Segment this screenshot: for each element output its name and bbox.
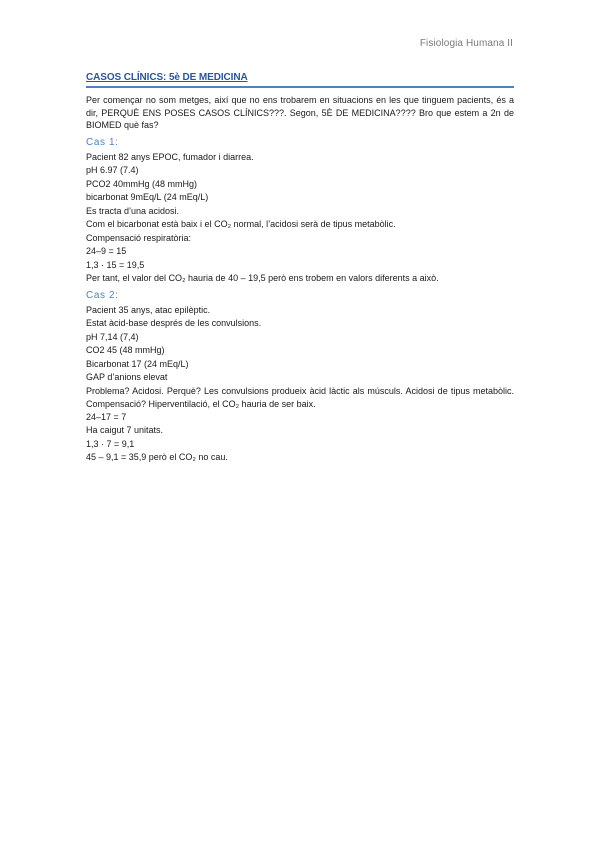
- case-2-line: 24–17 = 7: [86, 411, 127, 422]
- document-body: [86, 72, 514, 465]
- case-2-line: CO2 45 (48 mmHg): [86, 345, 165, 355]
- case-2-line: 45 – 9,1 = 35,9 però el CO₂ no cau.: [86, 452, 228, 462]
- case-2-line: Ha caigut 7 unitats.: [86, 425, 164, 435]
- case-2-heading: Cas 2:: [86, 289, 119, 301]
- document-title: CASOS CLÍNICS: 5è DE MEDICINA: [86, 72, 514, 88]
- intro-paragraph: Per començar no som metges, així que no ens trobarem en situacions en les que tinguem pacients, és a dir, PERQUÈ ENS POSES CASOS CLÍNICS???. Segon, 5È DE MEDICINA???? Bro que estem a 2n de BIOMED què fas?: [86, 95, 514, 130]
- case-1-line: 1,3 · 15 = 19,5: [86, 259, 145, 270]
- case-1-section: [86, 151, 514, 286]
- case-2-section: [86, 304, 514, 465]
- running-header: Fisiologia Humana II: [419, 38, 513, 49]
- case-1-line: Compensació respiratòria:: [86, 232, 192, 243]
- case-2-line: pH 7,14 (7,4): [86, 331, 139, 342]
- case-2-line: Bicarbonat 17 (24 mEq/L): [86, 358, 189, 369]
- case-1-line: Per tant, el valor del CO₂ hauria de 40 – 19,5 però ens trobem en valors diferents a això.: [86, 273, 439, 283]
- case-1-line: 24–9 = 15: [86, 246, 127, 256]
- case-1-line: Pacient 82 anys EPOC, fumador i diarrea.: [86, 151, 254, 162]
- case-2-paragraph: Problema? Acidosi. Perquè? Les convulsions produeix àcid làctic als músculs. Acidosi de tipus metabòlic. Compensació? Hiperventilació, el CO₂ hauria de ser baix.: [86, 385, 514, 409]
- case-1-line: Com el bicarbonat està baix i el CO₂ normal, l’acidosi serà de tipus metabòlic.: [86, 219, 396, 229]
- case-1-line: bicarbonat 9mEq/L (24 mEq/L): [86, 192, 209, 202]
- case-1-line: PCO2 40mmHg (48 mmHg): [86, 178, 198, 189]
- case-2-line: GAP d’anions elevat: [86, 372, 168, 382]
- case-1-heading: Cas 1:: [86, 136, 119, 148]
- case-1-line: Es tracta d’una acidosi.: [86, 205, 180, 216]
- case-2-line: Estat àcid-base després de les convulsions.: [86, 318, 262, 328]
- case-2-line: 1,3 · 7 = 9,1: [86, 438, 135, 449]
- case-2-line: Pacient 35 anys, atac epilèptic.: [86, 304, 211, 315]
- case-1-line: pH 6.97 (7.4): [86, 165, 139, 175]
